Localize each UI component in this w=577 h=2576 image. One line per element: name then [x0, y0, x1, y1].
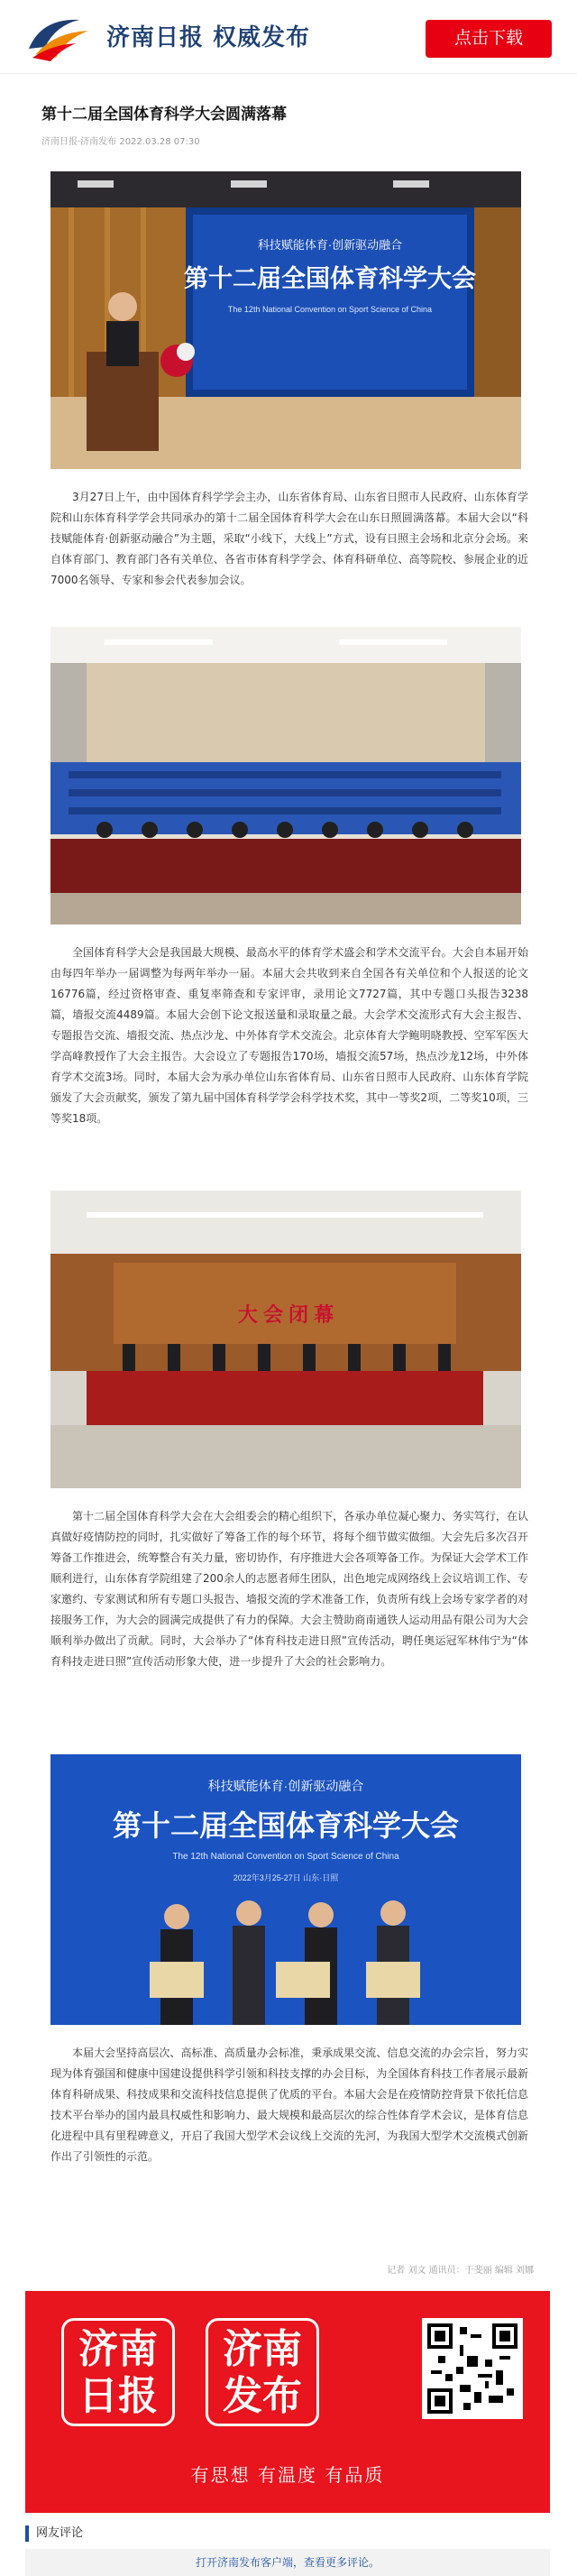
promo-logo-release [206, 2318, 319, 2426]
comments-section [25, 2525, 550, 2576]
brand-title: 济南日报 权威发布 [106, 24, 311, 51]
article-photo-awards [50, 1754, 521, 2025]
promo-logo-daily [61, 2318, 175, 2426]
promo-banner[interactable] [25, 2291, 550, 2513]
article-paragraph: 第十二届全国体育科学大会在大会组委会的精心组织下，各承办单位凝心聚力、务实笃行，在认真做好疫情防控的同时，扎实做好了筹备工作的每个环节，将每个细节做实做细。大会先后多次召开筹备工作推进会，统筹整合有关力量，密切协作，有序推进大会各项筹备工作。为保证大会学术工作顺利进行，山东体育学院组建了200余人的志愿者师生团队，出色地完成网络线上会议培训工作、专家邀约、专家测试和所有专题口头报告、墙报交流的学术准备工作，负责所有线上会场专家学者的对接服务工作，为大会的圆满完成提供了有力的保障。大会主赞助商南通铁人运动用品有限公司为大会顺利举办做出了贡献。同时，大会举办了“体育科技走进日照”宣传活动，聘任奥运冠军林伟宁为“体育科技走进日照”宣传活动形象大使，进一步提升了大会的社会影响力。 [50, 1510, 528, 1668]
award-banner-title: 第十二届全国体育科学大会 [112, 1809, 460, 1842]
comments-title: 网友评论 [25, 2525, 550, 2542]
article-photo-audience [50, 627, 521, 925]
stage-banner: 大 会 闭 幕 [237, 1303, 334, 1326]
screen-english: The 12th National Convention on Sport Science of China [227, 305, 433, 314]
award-banner-date: 2022年3月25-27日 山东·日照 [233, 1873, 339, 1882]
article-paragraph: 3月27日上午，由中国体育科学学会主办，山东省体育局、山东省日照市人民政府、山东体育学院和山东体育科学学会共同承办的第十二届全国体育科学大会在山东日照圆满落幕。本届大会以“科技赋能体育·创新驱动融合”为主题，采取“小线下，大线上”方式，设有日照主会场和北京分会场。来自体育部门、教育部门各有关单位、各省市体育科学学会、体育科研单位、高等院校、参展企业的近7000名领导、专家和参会代表参加会议。 [50, 491, 528, 586]
article-meta: 济南日报·济南发布 2022.03.28 07:30 [41, 137, 200, 147]
article-paragraph: 本届大会坚持高层次、高标准、高质量办会标准，秉承成果交流、信息交流的办会宗旨，努力实现为体育强国和健康中国建设提供科学引领和科技支撑的办会目标，为全国体育科技工作者展示最新体育科研成果、科技成果和交流科技信息提供了优质的平台。本届大会是在疫情防控背景下依托信息技术平台举办的国内最具权威性和影响力、最大规模和最高层次的综合性体育学术会议，是体育信息化进程中具有里程碑意义，开启了我国大型学术会议线上交流的先河，为我国大型学术交流模式创新作出了引领性的示范。 [50, 2047, 528, 2163]
editor-credits: 记者 刘文 通讯员：于斐丽 编辑 刘娜 [387, 2266, 534, 2276]
open-app-comments-link[interactable]: 打开济南发布客户端，查看更多评论。 [25, 2549, 550, 2576]
award-banner-subtitle: 科技赋能体育·创新驱动融合 [207, 1779, 364, 1793]
download-app-button[interactable]: 点击下载 [426, 20, 552, 58]
qr-code-icon [422, 2318, 523, 2419]
promo-logo-daily-line2: 日报 [78, 2373, 158, 2419]
screen-subtitle: 科技赋能体育·创新驱动融合 [257, 238, 403, 252]
jinan-daily-logo-icon [23, 13, 92, 63]
promo-slogan: 有思想 有温度 有品质 [190, 2464, 385, 2486]
app-header [0, 0, 577, 74]
article-photo-opening [50, 171, 521, 469]
award-banner-english: The 12th National Convention on Sport Science of China [172, 1852, 399, 1862]
article-photo-closing [50, 1191, 521, 1488]
article-paragraph: 全国体育科学大会是我国最大规模、最高水平的体育学术盛会和学术交流平台。大会自本届开始由每四年举办一届调整为每两年举办一届。本届大会共收到来自全国各有关单位和个人报送的论文16776篇，经过资格审查、重复率筛查和专家评审，录用论文7727篇，其中专题口头报告3238篇，墙报交流4489篇。本届大会创下论文报送量和录取量之最。大会学术交流形式有大会主报告、专题报告交流、墙报交流、热点沙龙、中外体育学术交流会。北京体育大学鲍明晓教授、空军军医大学高峰教授作了大会主报告。大会设立了专题报告170场，墙报交流57场，热点沙龙12场，中外体育学术交流3场。同时，本届大会为承办单位山东省体育局、山东省日照市人民政府、山东体育学院颁发了大会贡献奖，颁发了第九届中国体育科学学会科学技术奖，其中一等奖2项，二等奖10项，三等奖18项。 [50, 946, 528, 1125]
promo-logo-daily-line1: 济南 [78, 2326, 158, 2372]
promo-logo-release-line2: 发布 [223, 2373, 302, 2419]
article-title: 第十二届全国体育科学大会圆满落幕 [41, 106, 287, 124]
promo-logo-release-line1: 济南 [223, 2326, 302, 2372]
screen-title: 第十二届全国体育科学大会 [184, 265, 476, 292]
